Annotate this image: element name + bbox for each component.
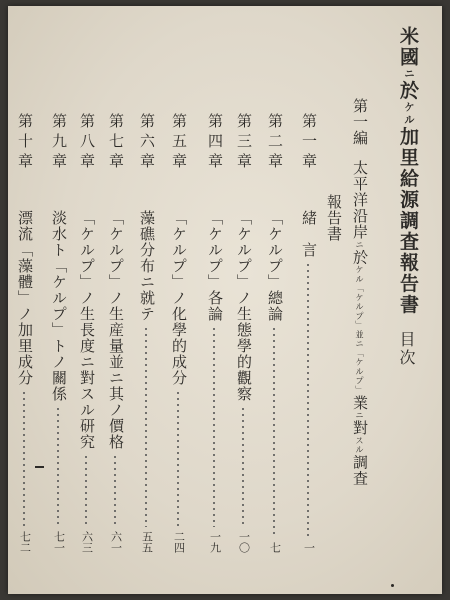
part-text: 對 (351, 420, 369, 436)
toc-chapter-number: 第五章 (170, 113, 188, 173)
toc-page-number: 七 (268, 542, 282, 553)
toc-page-number: 六一 (109, 531, 123, 553)
toc-page-number: 六三 (80, 531, 94, 553)
toc-page-number: 七二 (18, 531, 32, 553)
part-kana: ケル (355, 265, 365, 284)
toc-leader-dots (177, 390, 180, 527)
toc-chapter-title: 藻礁分布ニ就テ (138, 210, 156, 322)
title-kana: ケル (402, 101, 414, 127)
toc-chapter-number: 第二章 (266, 113, 284, 173)
toc-page-number: 二四 (172, 531, 186, 553)
toc-entry (298, 113, 320, 553)
toc-page-number: 一 (302, 542, 316, 553)
toc-chapter-number: 第三章 (235, 113, 253, 173)
toc-chapter-title: 「ケルプ」ノ生態學的觀察 (235, 210, 253, 402)
toc-leader-dots (23, 390, 26, 527)
toc-leader-dots (85, 454, 88, 527)
toc-entry (48, 113, 70, 553)
toc-leader-dots (114, 454, 117, 527)
toc-page-number: 七一 (52, 531, 66, 553)
toc-chapter-title: 「ケルプ」ノ化學的成分 (170, 210, 188, 386)
part-label: 第一編 (351, 98, 369, 146)
toc-page-number: 五五 (140, 531, 154, 553)
toc-chapter-title: 緒 言 (300, 210, 318, 258)
toc-chapter-title: 「ケルプ」各論 (206, 210, 224, 322)
toc-entry (168, 113, 190, 553)
toc-chapter-title: 「ケルプ」ノ生長度ニ對スル研究 (78, 210, 96, 450)
toc-entry (76, 113, 98, 553)
toc-chapter-number: 第十章 (16, 113, 34, 173)
part-kana: 「ケルプ」並 (355, 283, 365, 340)
toc-chapter-number: 第四章 (206, 113, 224, 173)
ink-mark (35, 466, 44, 468)
contents-heading: 目次 (397, 331, 416, 367)
toc-chapter-title: 淡水ト「ケルプ」トノ關係 (50, 210, 68, 402)
title-segment: 米國 (397, 26, 419, 68)
toc-page-number: 一九 (208, 531, 222, 553)
toc-chapter-number: 第九章 (50, 113, 68, 173)
toc-entry (14, 113, 36, 553)
toc-chapter-title: 「ケルプ」ノ生産量並ニ其ノ價格 (107, 210, 125, 450)
title-kana: ニ (402, 68, 414, 81)
part-text: 調査 (351, 454, 369, 487)
part-kana: スル (355, 436, 365, 455)
toc-chapter-number: 第一章 (300, 113, 318, 173)
book-title (398, 26, 417, 315)
part-heading-line2: 報告書 (325, 194, 343, 242)
part-kana: ニ (355, 240, 365, 250)
toc-leader-dots (145, 326, 148, 527)
toc-leader-dots (273, 326, 276, 538)
title-segment: 於 (397, 80, 419, 102)
toc-chapter-number: 第八章 (78, 113, 96, 173)
ink-mark (391, 584, 394, 587)
book-page (8, 6, 442, 594)
toc-chapter-number: 第七章 (107, 113, 125, 173)
part-heading (352, 98, 367, 487)
part-text: 業 (351, 394, 369, 411)
toc-entry (105, 113, 127, 553)
toc-entry (233, 113, 255, 553)
toc-leader-dots (242, 406, 245, 527)
toc-leader-dots (213, 326, 216, 527)
toc-leader-dots (57, 406, 60, 527)
part-kana: ニ (355, 410, 365, 420)
title-segment: 加里給源調査報告書 (397, 126, 419, 316)
part-text: 於 (351, 249, 369, 266)
toc-chapter-number: 第六章 (138, 113, 156, 173)
toc-chapter-title: 「ケルプ」總論 (266, 210, 284, 322)
toc-entry (204, 113, 226, 553)
toc-entry (264, 113, 286, 553)
toc-leader-dots (307, 262, 310, 538)
toc-chapter-title: 漂流「藻體」ノ加里成分 (16, 210, 34, 386)
part-kana: ニ (355, 339, 365, 349)
part-kana: 「ケルプ」 (355, 348, 365, 395)
toc-page-number: 一〇 (237, 531, 251, 553)
toc-entry (136, 113, 158, 553)
part-text: 太平洋沿岸 (351, 160, 369, 240)
